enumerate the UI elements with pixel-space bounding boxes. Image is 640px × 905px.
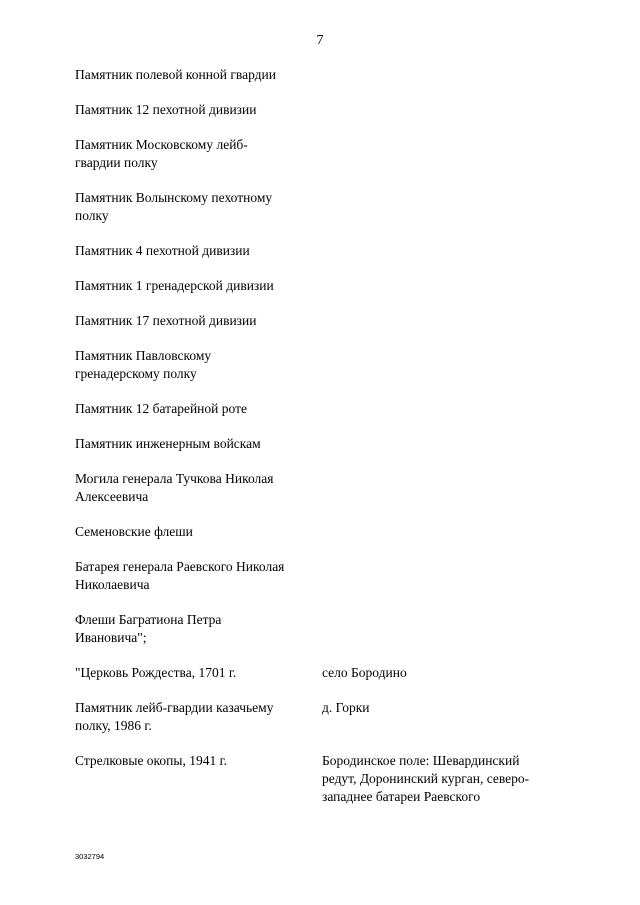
monument-name: Могила генерала Тучкова Николая Алексеевича <box>75 471 274 504</box>
list-item <box>75 136 575 172</box>
monument-location <box>322 470 575 506</box>
monument-name: Семеновские флеши <box>75 524 193 539</box>
document-code: 3032794 <box>75 852 105 861</box>
monument-name: Памятник Волынскому пехотному полку <box>75 190 273 223</box>
list-item <box>75 435 575 453</box>
monument-location: д. Горки <box>322 700 370 715</box>
list-item <box>75 470 575 506</box>
monument-location <box>322 189 575 225</box>
monument-name: Памятник Павловскому гренадерскому полку <box>75 348 212 381</box>
list-item <box>75 752 575 806</box>
monument-location <box>322 400 575 418</box>
list-item <box>75 312 575 330</box>
list-item <box>75 523 575 541</box>
monument-location <box>322 347 575 383</box>
page-number: 7 <box>316 33 324 48</box>
list-item <box>75 101 575 119</box>
monument-location <box>322 136 575 172</box>
monument-location: Бородинское поле: Шевардинский редут, Доронинский курган, северо- западнее батареи Раевского <box>322 753 530 804</box>
list-item <box>75 664 575 682</box>
list-item <box>75 66 575 84</box>
list-item <box>75 242 575 260</box>
list-item <box>75 699 575 735</box>
monument-location <box>322 435 575 453</box>
monument-location <box>322 523 575 541</box>
list-item <box>75 611 575 647</box>
monument-name: Памятник 4 пехотной дивизии <box>75 243 250 258</box>
monument-name: Батарея генерала Раевского Николая Николаевича <box>75 559 285 592</box>
monument-location <box>322 277 575 295</box>
monument-location <box>322 558 575 594</box>
list-item <box>75 277 575 295</box>
monument-name: Памятник лейб-гвардии казачьему полку, 1986 г. <box>75 700 274 733</box>
monument-location: село Бородино <box>322 665 407 680</box>
monument-name: Памятник полевой конной гвардии <box>75 67 276 82</box>
list-item <box>75 558 575 594</box>
monument-name: Памятник инженерным войскам <box>75 436 261 451</box>
list-item <box>75 400 575 418</box>
monument-name: Памятник 12 батарейной роте <box>75 401 247 416</box>
monument-location <box>322 242 575 260</box>
monument-name: "Церковь Рождества, 1701 г. <box>75 665 237 680</box>
monument-list <box>75 66 575 823</box>
list-item <box>75 189 575 225</box>
list-item <box>75 347 575 383</box>
monument-location <box>322 312 575 330</box>
monument-name: Памятник 1 гренадерской дивизии <box>75 278 274 293</box>
monument-name: Памятник 12 пехотной дивизии <box>75 102 257 117</box>
monument-location <box>322 611 575 647</box>
monument-location <box>322 101 575 119</box>
monument-name: Флеши Багратиона Петра Ивановича"; <box>75 612 222 645</box>
monument-name: Памятник Московскому лейб- гвардии полку <box>75 137 248 170</box>
monument-location <box>322 66 575 84</box>
monument-name: Стрелковые окопы, 1941 г. <box>75 753 227 768</box>
monument-name: Памятник 17 пехотной дивизии <box>75 313 257 328</box>
